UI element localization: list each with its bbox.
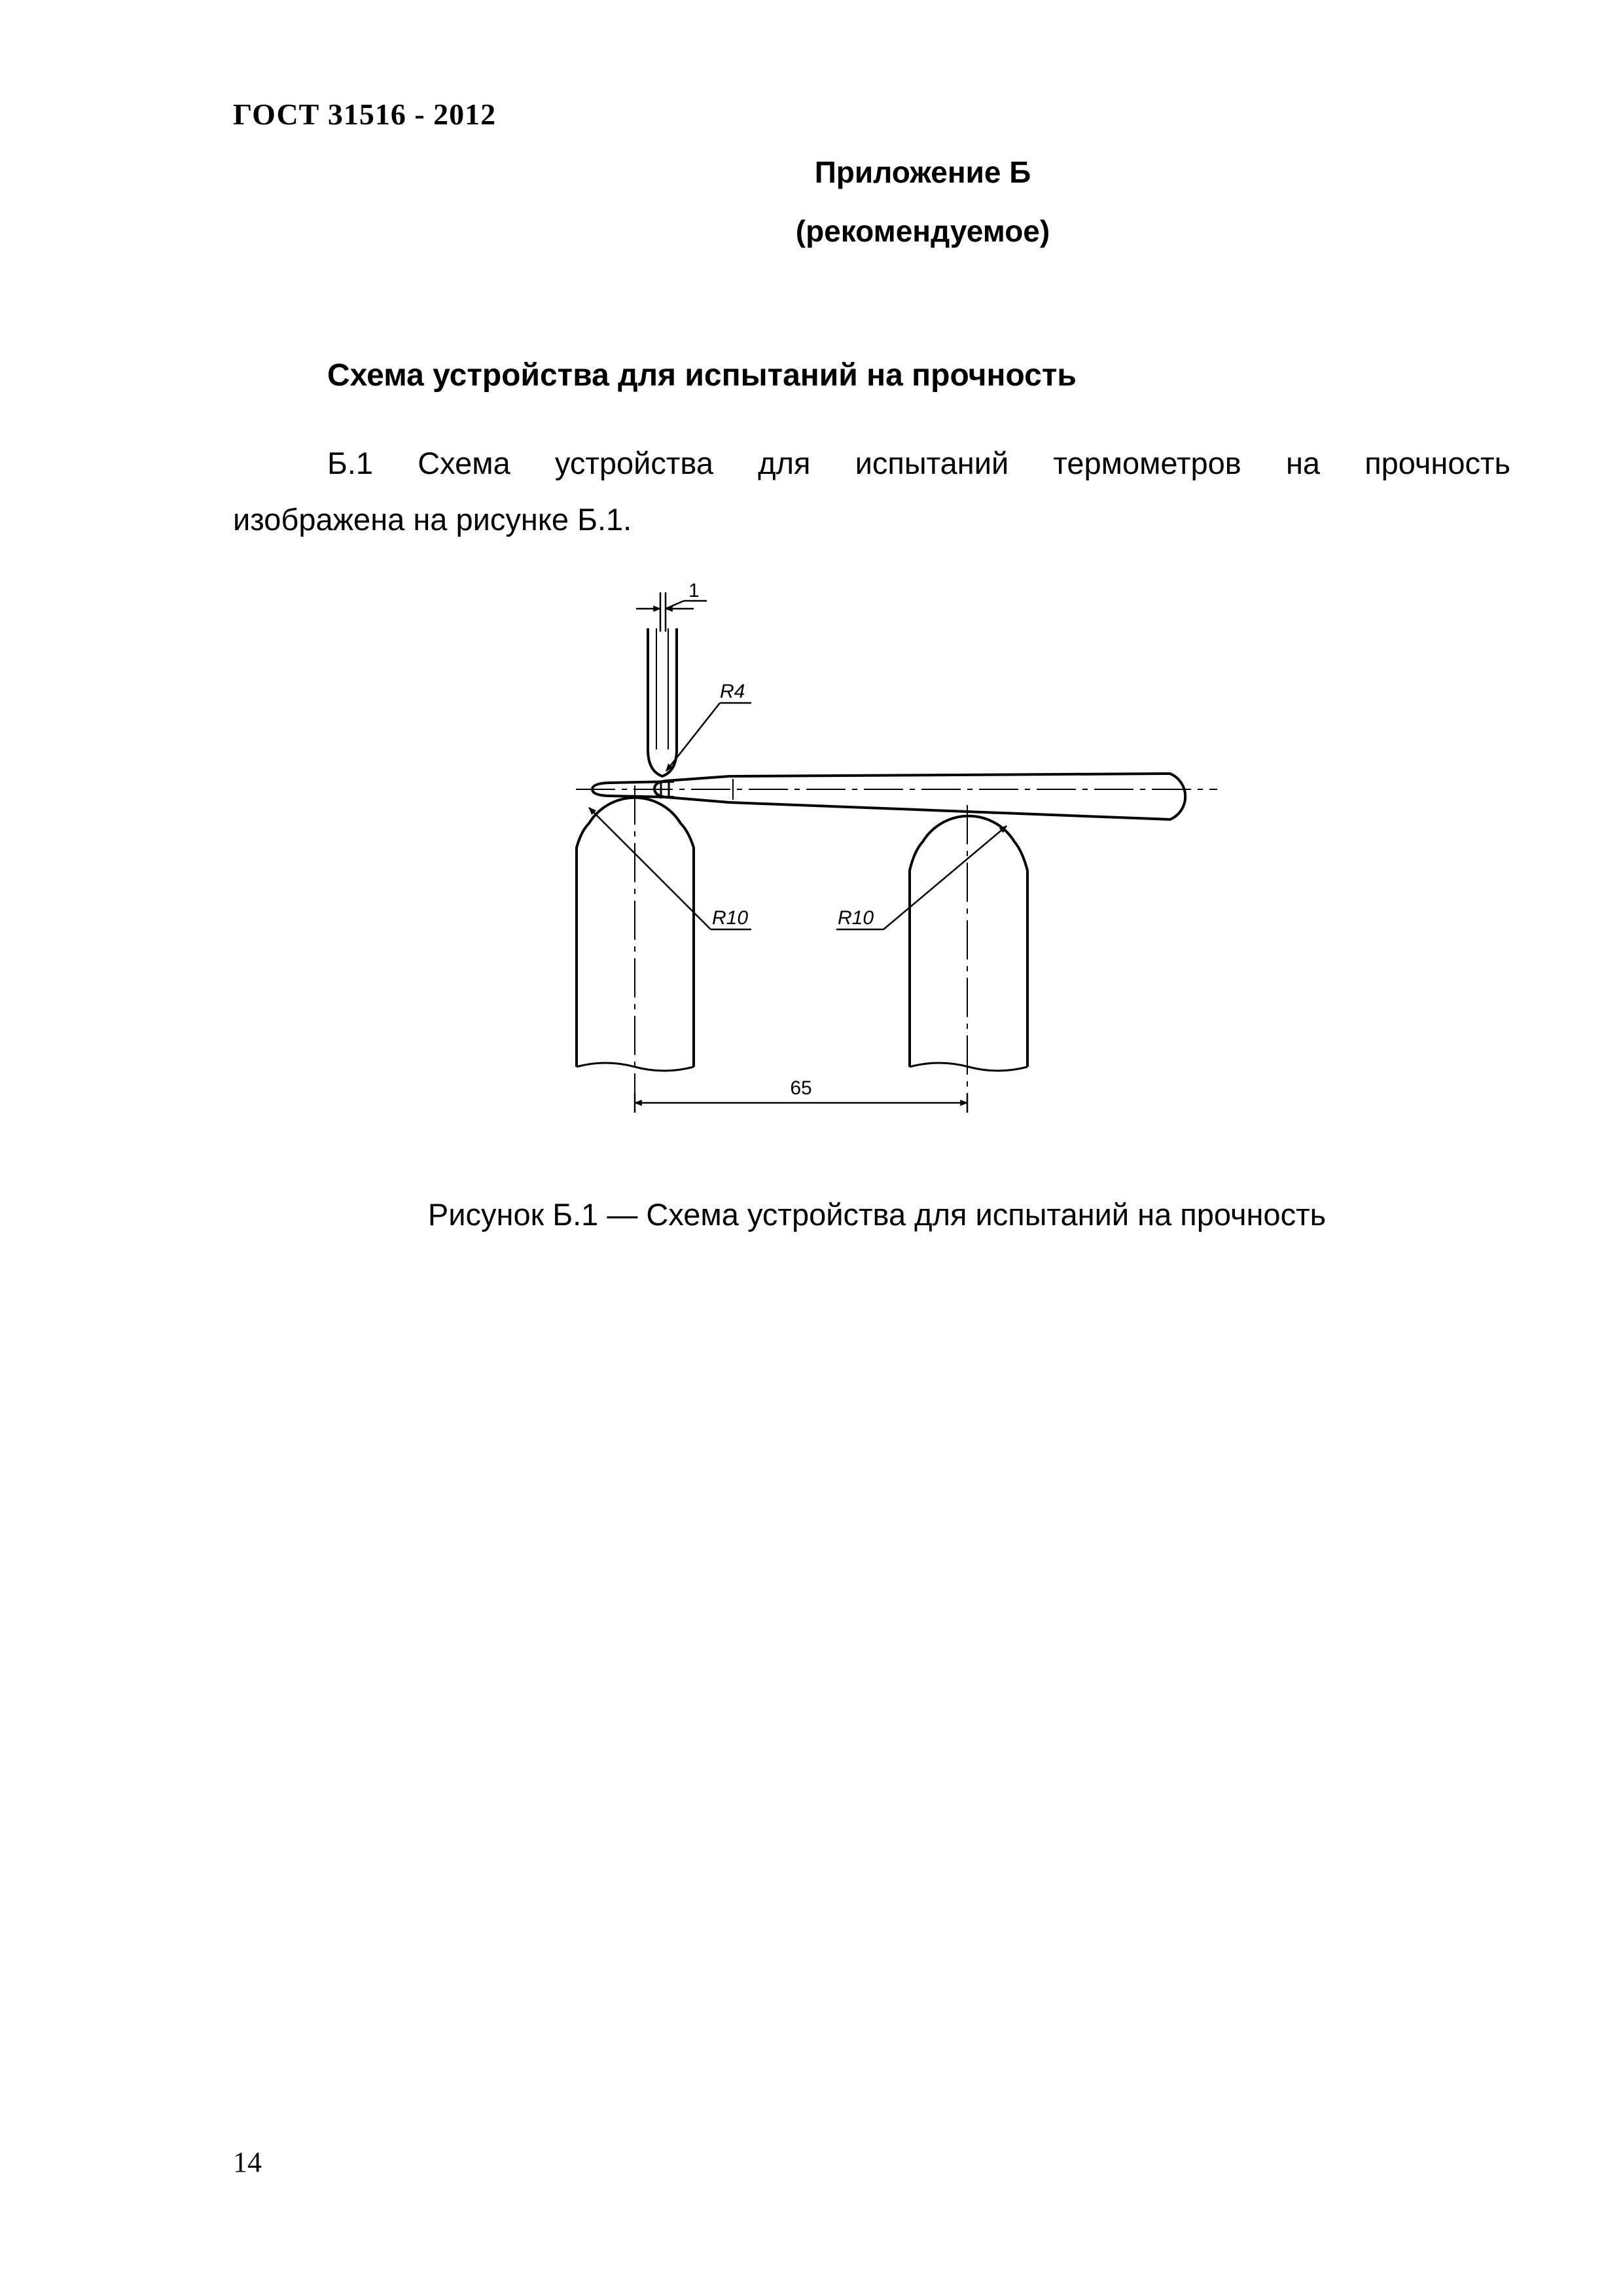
figure-caption: Рисунок Б.1 — Схема устройства для испытаний на прочность	[427, 1197, 1327, 1232]
dimension-span-label: 65	[790, 1077, 812, 1099]
paragraph-line-1: Б.1 Схема устройства для испытаний термометров на прочность	[327, 446, 1510, 480]
leader-r4	[666, 703, 751, 771]
appendix-status: (рекомендуемое)	[795, 214, 1050, 248]
page-number: 14	[233, 2146, 262, 2178]
radius-r4-label: R4	[720, 681, 745, 702]
section-heading: Схема устройства для испытаний на прочность	[327, 358, 1077, 393]
radius-r10-left-label: R10	[712, 907, 749, 929]
paragraph-line-2: изображена на рисунке Б.1.	[233, 502, 632, 537]
pressing-rod	[648, 628, 677, 776]
appendix-title: Приложение Б	[814, 155, 1031, 189]
test-device-diagram	[524, 576, 1243, 1132]
support-right	[910, 816, 1027, 1071]
standard-code: ГОСТ 31516 - 2012	[233, 98, 497, 131]
radius-r10-right-label: R10	[838, 907, 874, 929]
thermometer	[592, 774, 1185, 819]
dimension-top-label: 1	[688, 580, 700, 601]
